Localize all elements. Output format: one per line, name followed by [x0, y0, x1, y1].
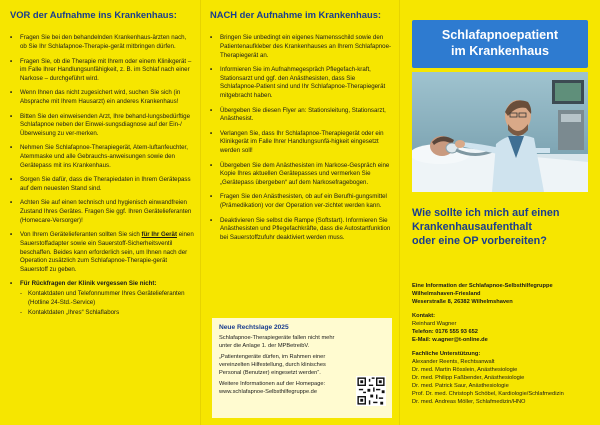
legal-update-title: Neue Rechtslage 2025 — [219, 324, 289, 331]
list-item: • Fragen Sie den Anästhesisten, ob auf ein Berufhi-gungsmittel (Prämedikation) vor der Operation ver-zichtet werden kann. — [210, 193, 392, 210]
list-item: • Informieren Sie im Aufnahmegespräch Pflegefach-kraft, Stationsarzt und ggf. den Anästhesisten, dass Sie Schlafapnoe-Patient sind und Ihr Schlafapnoe-Therapiegerät mitgebracht haben. — [210, 66, 392, 100]
title-line: Schlafapnoepatient — [441, 28, 559, 43]
item-text: einen Sauerstoffadapter sowie ein Sauerstoff-Sicherheitsventil beschaffen. Beides kann erforderlich sein, um Ihnen nach der Operation zusätzlich zum Schlafapnoe-Therapie-gerät Sauerstoff zu geben. — [20, 231, 194, 273]
list-item: • Fragen Sie bei den behandelnden Krankenhaus-ärzten nach, ob Sie Ihr Schlafapnoe-Therapie-gerät mitbringen dürfen. — [10, 34, 194, 51]
list-item: • Sorgen Sie dafür, dass die Therapiedaten in Ihrem Gerätepass auf dem neuesten Stand sind. — [10, 176, 194, 193]
qr-code-icon — [356, 376, 386, 406]
list-item: • Deaktivieren Sie selbst die Rampe (Softstart). Informieren Sie Anästhesisten und Pflegefachkräfte, dass die Autostartfunktion bei Sauerstoffzufuhr deaktiviert werden muss. — [210, 217, 392, 243]
before-admission-list — [10, 34, 194, 317]
after-admission-list — [210, 34, 392, 242]
hospital-patient-photo — [412, 72, 588, 192]
support-entry: Prof. Dr. med. Christoph Schöbel, Kardiologie/Schlafmedizin — [412, 390, 564, 397]
contact-label: Kontakt: — [412, 312, 436, 319]
list-item: • Übergeben Sie diesen Flyer an: Stationsleitung, Stationsarzt, Anästhesist. — [210, 107, 392, 124]
sub-list-item: - Kontaktdaten und Telefonnummer Ihres Gerätelieferanten (Hotline 24-Std.-Service) — [20, 290, 194, 307]
publisher-info — [412, 283, 596, 407]
before-admission-heading: VOR der Aufnahme ins Krankenhaus: — [10, 9, 177, 20]
sub-list-item: - Kontaktdaten „Ihres“ Schlaflabors — [20, 309, 194, 318]
list-item: • Bitten Sie den einweisenden Arzt, Ihre behand-lungsbedürftige Schlafapnoe neben der Einwei-sungsdiagnose auf der Ein-/Überweisung zu ver-merken. — [10, 113, 194, 139]
question-line: oder eine OP vorbereiten? — [412, 235, 547, 248]
title-line: im Krankenhaus — [451, 44, 549, 58]
legal-update-box — [212, 318, 392, 418]
contact-email[interactable]: E-Mail: w.agner@t-online.de — [412, 336, 488, 343]
before-admission-panel — [0, 0, 200, 425]
list-item — [10, 280, 194, 317]
after-admission-heading: NACH der Aufnahme im Krankenhaus: — [210, 9, 382, 20]
support-entry: Dr. med. Martin Rösslein, Anästhesiologie — [412, 366, 518, 373]
list-item: • Fragen Sie, ob die Therapie mit Ihrem oder einem Klinikgerät – im Falle Ihrer Handlungsunfähigkeit, z. B. im Schlaf nach einer Narkose – durchgeführt wird. — [10, 58, 194, 84]
support-entry: Alexander Reents, Rechtsanwalt — [412, 358, 495, 365]
item-text: Von Ihrem Gerätelieferanten sollten Sie sich — [20, 231, 142, 239]
list-item: • Achten Sie auf einen technisch und hygienisch einwandfreien Zustand Ihres Gerätes. Fragen Sie ggf. Ihren Gerätelieferanten (Homecare-Versorger)! — [10, 199, 194, 225]
list-item: • Nehmen Sie Schlafapnoe-Therapiegerät, Atem-luftanfeuchter, Atemmaske und alle Gebrauchs-anweisungen sowie den Gerätepass mit ins Krankenhaus. — [10, 144, 194, 170]
list-item: • Bringen Sie unbedingt ein eigenes Namensschild sowie den Patientenaufkleber des Krankenhauses an Ihrem Schlafapnoe-Therapiegerät an. — [210, 34, 392, 60]
support-entry: Dr. med. Philipp Faßbender, Anästhesiologie — [412, 374, 525, 381]
publisher-line: Eine Information der Schlafapnoe-Selbsthilfegruppe — [412, 283, 553, 289]
publisher-line: Wilhelmshaven-Friesland — [412, 290, 481, 297]
flyer-title — [412, 20, 588, 68]
question-line: Wie sollte ich mich auf einen — [412, 207, 560, 219]
support-entry: Dr. med. Patrick Saur, Anästhesiologie — [412, 382, 509, 389]
legal-update-text: Schlafapnoe-Therapiegeräte fallen nicht mehr unter die Anlage 1. der MPBetreibV. — [219, 335, 335, 349]
fold-line-1 — [200, 0, 201, 425]
list-item — [10, 231, 194, 274]
sub-list — [20, 290, 194, 318]
list-item: • Übergeben Sie dem Anästhesisten im Narkose-Gespräch eine Kopie Ihres aktuellen Gerätepasses und vermerken Sie „Gerätepass übergeben“ auf dem Narkosefragebogen. — [210, 162, 392, 188]
list-item: • Verlangen Sie, dass Ihr Schlafapnoe-Therapiegerät oder ein Klinikgerät im Falle Ihrer Handlungsunfä-higkeit eingesetzt werden soll! — [210, 130, 392, 156]
list-item: • Wenn Ihnen das nicht zugesichert wird, suchen Sie sich (in Absprache mit Ihrem Hausarzt) ein anderes Krankenhaus! — [10, 89, 194, 106]
more-info-label: Weitere Informationen auf der Homepage: — [219, 381, 326, 388]
question-line: Krankenhausaufenthalt — [412, 221, 532, 234]
fold-line-2 — [399, 0, 400, 425]
item-emphasis: für Ihr Gerät — [141, 231, 178, 239]
contact-phone[interactable]: Telefon: 0176 555 93 652 — [412, 328, 478, 335]
legal-update-quote: „Patientengeräte dürfen, im Rahmen einer vereinzelten Hilfestellung, durch klinisches Personal (Benutzer) eingesetzt werden“. — [219, 354, 326, 376]
item-heading: Für Rückfragen der Klinik vergessen Sie nicht: — [20, 280, 157, 288]
support-label: Fachliche Unterstützung: — [412, 350, 481, 357]
publisher-address: Weserstraße 8, 26382 Wilhelmshaven — [412, 298, 513, 305]
support-entry: Dr. med. Andreas Möller, Schlafmedizin/HNO — [412, 398, 526, 405]
homepage-link[interactable]: www.schlafapnoe-Selbsthilfegruppe.de — [219, 389, 318, 396]
contact-name: Reinhard Wagner — [412, 320, 457, 327]
key-question — [412, 206, 592, 248]
